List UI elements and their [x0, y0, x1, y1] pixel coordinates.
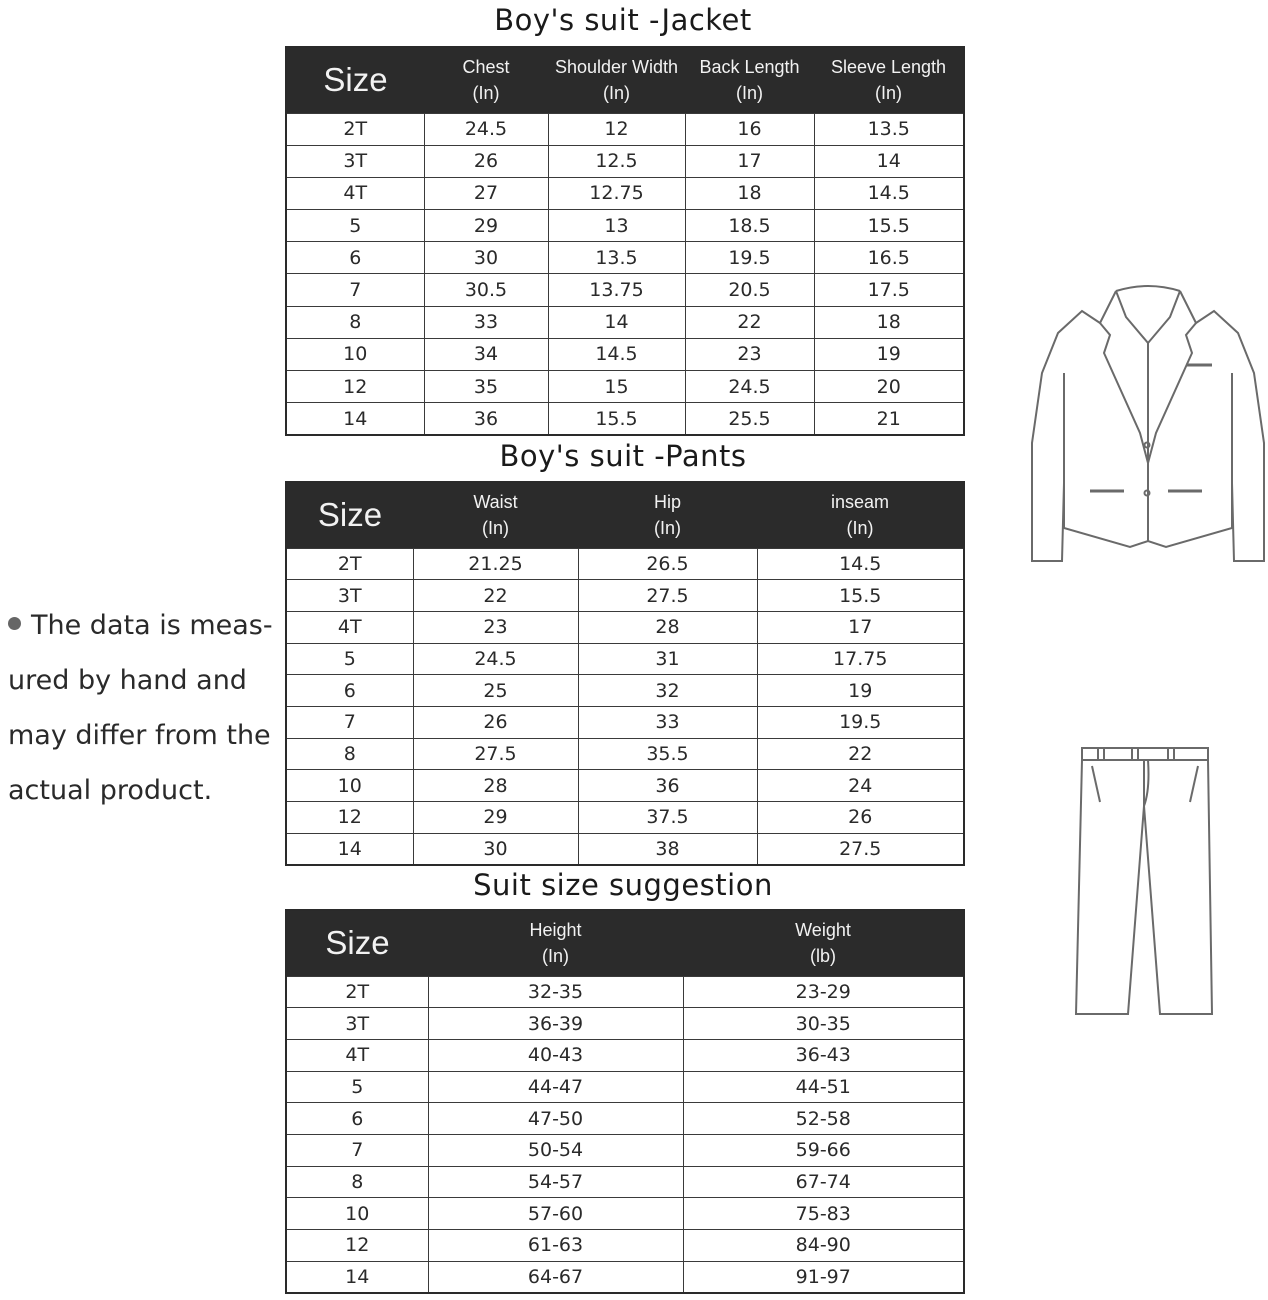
measurement-cell: 61-63 — [428, 1230, 683, 1262]
measurement-cell: 29 — [424, 210, 548, 242]
measurement-cell: 91-97 — [683, 1261, 964, 1293]
column-header-unit: (lb) — [810, 946, 836, 967]
measurement-cell: 21 — [814, 403, 964, 435]
measurement-cell: 30-35 — [683, 1008, 964, 1040]
measurement-cell: 19 — [814, 338, 964, 370]
measurement-cell: 30 — [413, 833, 578, 865]
measurement-cell: 26.5 — [578, 548, 757, 580]
jacket-table-body — [286, 113, 964, 435]
measurement-cell: 84-90 — [683, 1230, 964, 1262]
suit-size-suggestion-table — [285, 909, 965, 1294]
size-cell: 4T — [286, 177, 424, 209]
measurement-cell: 28 — [413, 770, 578, 802]
measurement-cell: 30 — [424, 242, 548, 274]
measurement-cell: 47-50 — [428, 1103, 683, 1135]
measurement-cell: 59-66 — [683, 1134, 964, 1166]
column-header-unit: (In) — [603, 83, 630, 104]
measurement-cell: 44-47 — [428, 1071, 683, 1103]
jacket-table-title: Boy's suit -Jacket — [494, 3, 752, 37]
measurement-cell: 25 — [413, 675, 578, 707]
measurement-note — [8, 598, 283, 818]
measurement-cell: 38 — [578, 833, 757, 865]
measurement-cell: 25.5 — [685, 403, 814, 435]
measurement-cell: 19.5 — [685, 242, 814, 274]
note-line: may differ from the — [8, 720, 271, 751]
measurement-cell: 27 — [424, 177, 548, 209]
size-cell: 7 — [286, 706, 413, 738]
measurement-cell: 17 — [757, 611, 964, 643]
measurement-cell: 26 — [413, 706, 578, 738]
table-row — [286, 1008, 964, 1040]
size-column-header: Size — [286, 482, 413, 548]
pants-table-body — [286, 548, 964, 865]
measurement-cell: 29 — [413, 802, 578, 834]
measurement-cell: 26 — [424, 145, 548, 177]
table-row — [286, 1134, 964, 1166]
table-row — [286, 1071, 964, 1103]
measurement-cell: 22 — [685, 306, 814, 338]
table-row — [286, 1261, 964, 1293]
measurement-cell: 19 — [757, 675, 964, 707]
column-header-label: Waist — [473, 492, 518, 513]
measurement-cell: 16 — [685, 113, 814, 145]
measurement-cell: 40-43 — [428, 1039, 683, 1071]
column-header — [424, 47, 548, 113]
table-row — [286, 145, 964, 177]
measurement-cell: 75-83 — [683, 1198, 964, 1230]
table-row — [286, 1198, 964, 1230]
measurement-cell: 20 — [814, 371, 964, 403]
column-header — [548, 47, 685, 113]
size-cell: 10 — [286, 1198, 428, 1230]
column-header-unit: (In) — [482, 518, 509, 539]
measurement-cell: 14 — [814, 145, 964, 177]
suggestion-table-body — [286, 976, 964, 1293]
column-header-label: Sleeve Length — [830, 57, 947, 78]
suggestion-table-title: Suit size suggestion — [473, 868, 773, 902]
size-cell: 2T — [286, 548, 413, 580]
measurement-cell: 67-74 — [683, 1166, 964, 1198]
measurement-cell: 15.5 — [548, 403, 685, 435]
measurement-cell: 20.5 — [685, 274, 814, 306]
measurement-cell: 17.5 — [814, 274, 964, 306]
measurement-cell: 35.5 — [578, 738, 757, 770]
jacket-size-table — [285, 46, 965, 436]
table-row — [286, 306, 964, 338]
measurement-cell: 12 — [548, 113, 685, 145]
measurement-cell: 28 — [578, 611, 757, 643]
column-header-unit: (In) — [846, 518, 874, 539]
table-header-row — [286, 910, 964, 976]
table-row — [286, 1166, 964, 1198]
measurement-cell: 33 — [424, 306, 548, 338]
table-row — [286, 371, 964, 403]
measurement-cell: 24.5 — [685, 371, 814, 403]
column-header-unit: (In) — [875, 83, 902, 104]
measurement-cell: 18 — [685, 177, 814, 209]
table-row — [286, 113, 964, 145]
table-row — [286, 833, 964, 865]
table-row — [286, 338, 964, 370]
size-cell: 10 — [286, 770, 413, 802]
size-cell: 5 — [286, 1071, 428, 1103]
measurement-cell: 14.5 — [548, 338, 685, 370]
measurement-cell: 16.5 — [814, 242, 964, 274]
size-cell: 14 — [286, 1261, 428, 1293]
column-header — [578, 482, 757, 548]
table-row — [286, 611, 964, 643]
jacket-sketch-icon — [1028, 283, 1268, 568]
column-header-label: inseam — [830, 492, 890, 513]
pants-size-table — [285, 481, 965, 866]
note-line: actual product. — [8, 775, 213, 806]
measurement-cell: 26 — [757, 802, 964, 834]
measurement-cell: 23-29 — [683, 976, 964, 1008]
size-cell: 12 — [286, 1230, 428, 1262]
table-row — [286, 548, 964, 580]
size-column-header: Size — [286, 910, 428, 976]
table-row — [286, 403, 964, 435]
note-line — [8, 598, 283, 653]
measurement-cell: 36 — [578, 770, 757, 802]
measurement-cell: 54-57 — [428, 1166, 683, 1198]
table-row — [286, 738, 964, 770]
table-row — [286, 1230, 964, 1262]
size-cell: 7 — [286, 274, 424, 306]
column-header — [685, 47, 814, 113]
measurement-cell: 12.5 — [548, 145, 685, 177]
table-row — [286, 1103, 964, 1135]
measurement-cell: 44-51 — [683, 1071, 964, 1103]
measurement-cell: 21.25 — [413, 548, 578, 580]
size-cell: 2T — [286, 976, 428, 1008]
table-row — [286, 675, 964, 707]
measurement-cell: 23 — [685, 338, 814, 370]
column-header-label: Height — [529, 920, 582, 941]
measurement-cell: 19.5 — [757, 706, 964, 738]
size-cell: 8 — [286, 738, 413, 770]
size-cell: 12 — [286, 802, 413, 834]
measurement-cell: 50-54 — [428, 1134, 683, 1166]
size-cell: 3T — [286, 580, 413, 612]
measurement-cell: 52-58 — [683, 1103, 964, 1135]
column-header-label: Shoulder Width — [554, 57, 679, 78]
column-header-label: Back Length — [699, 57, 800, 78]
measurement-cell: 15.5 — [814, 210, 964, 242]
table-row — [286, 242, 964, 274]
size-cell: 6 — [286, 675, 413, 707]
size-cell: 10 — [286, 338, 424, 370]
pants-table-title: Boy's suit -Pants — [499, 439, 747, 473]
measurement-cell: 27.5 — [578, 580, 757, 612]
measurement-cell: 36-43 — [683, 1039, 964, 1071]
measurement-cell: 30.5 — [424, 274, 548, 306]
table-row — [286, 706, 964, 738]
table-row — [286, 643, 964, 675]
measurement-cell: 64-67 — [428, 1261, 683, 1293]
bullet-dot-icon — [8, 617, 21, 630]
column-header — [428, 910, 683, 976]
column-header — [683, 910, 964, 976]
measurement-cell: 32-35 — [428, 976, 683, 1008]
measurement-cell: 57-60 — [428, 1198, 683, 1230]
table-row — [286, 802, 964, 834]
size-cell: 6 — [286, 242, 424, 274]
note-text: The data is meas- — [31, 610, 273, 641]
measurement-cell: 14.5 — [814, 177, 964, 209]
measurement-cell: 31 — [578, 643, 757, 675]
measurement-cell: 13.75 — [548, 274, 685, 306]
measurement-cell: 24.5 — [413, 643, 578, 675]
table-header-row — [286, 47, 964, 113]
column-header-label: Hip — [653, 492, 681, 513]
measurement-cell: 22 — [413, 580, 578, 612]
size-cell: 2T — [286, 113, 424, 145]
size-cell: 3T — [286, 1008, 428, 1040]
column-header — [413, 482, 578, 548]
measurement-cell: 17 — [685, 145, 814, 177]
column-header — [814, 47, 964, 113]
measurement-cell: 24.5 — [424, 113, 548, 145]
size-cell: 14 — [286, 403, 424, 435]
measurement-cell: 27.5 — [757, 833, 964, 865]
column-header-unit: (In) — [542, 946, 569, 967]
measurement-cell: 22 — [757, 738, 964, 770]
table-row — [286, 1039, 964, 1071]
measurement-cell: 13.5 — [814, 113, 964, 145]
size-cell: 8 — [286, 306, 424, 338]
measurement-cell: 34 — [424, 338, 548, 370]
column-header — [757, 482, 964, 548]
size-cell: 8 — [286, 1166, 428, 1198]
measurement-cell: 18 — [814, 306, 964, 338]
table-row — [286, 770, 964, 802]
measurement-cell: 15 — [548, 371, 685, 403]
measurement-cell: 15.5 — [757, 580, 964, 612]
table-header-row — [286, 482, 964, 548]
size-cell: 14 — [286, 833, 413, 865]
size-cell: 4T — [286, 611, 413, 643]
measurement-cell: 14.5 — [757, 548, 964, 580]
measurement-cell: 24 — [757, 770, 964, 802]
table-row — [286, 580, 964, 612]
note-line: ured by hand and — [8, 665, 247, 696]
measurement-cell: 32 — [578, 675, 757, 707]
column-header-label: Weight — [795, 920, 851, 941]
measurement-cell: 17.75 — [757, 643, 964, 675]
size-cell: 5 — [286, 643, 413, 675]
size-cell: 7 — [286, 1134, 428, 1166]
size-cell: 4T — [286, 1039, 428, 1071]
measurement-cell: 36-39 — [428, 1008, 683, 1040]
measurement-cell: 23 — [413, 611, 578, 643]
column-header-unit: (In) — [736, 83, 763, 104]
table-row — [286, 177, 964, 209]
measurement-cell: 36 — [424, 403, 548, 435]
size-column-header: Size — [286, 47, 424, 113]
size-cell: 6 — [286, 1103, 428, 1135]
column-header-unit: (In) — [654, 518, 681, 539]
table-row — [286, 976, 964, 1008]
column-header-label: Chest — [462, 57, 510, 78]
measurement-cell: 27.5 — [413, 738, 578, 770]
size-cell: 12 — [286, 371, 424, 403]
measurement-cell: 14 — [548, 306, 685, 338]
column-header-unit: (In) — [472, 83, 500, 104]
measurement-cell: 13.5 — [548, 242, 685, 274]
size-cell: 5 — [286, 210, 424, 242]
measurement-cell: 37.5 — [578, 802, 757, 834]
measurement-cell: 33 — [578, 706, 757, 738]
measurement-cell: 18.5 — [685, 210, 814, 242]
measurement-cell: 12.75 — [548, 177, 685, 209]
measurement-cell: 13 — [548, 210, 685, 242]
pants-sketch-icon — [1072, 742, 1222, 1022]
measurement-cell: 35 — [424, 371, 548, 403]
table-row — [286, 274, 964, 306]
size-cell: 3T — [286, 145, 424, 177]
table-row — [286, 210, 964, 242]
